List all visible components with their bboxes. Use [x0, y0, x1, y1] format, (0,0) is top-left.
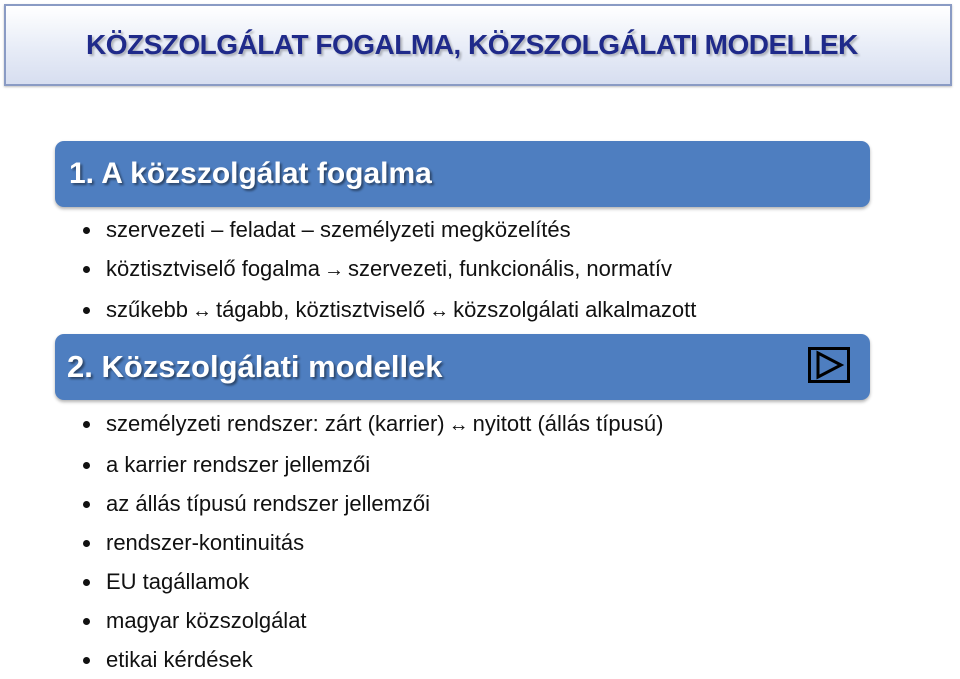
list-item-text: EU tagállamok [106, 569, 250, 594]
list-item [80, 290, 696, 331]
list-item-text: szűkebb [106, 297, 188, 322]
list-item [80, 210, 696, 249]
list-item [80, 640, 663, 679]
title-box [4, 4, 952, 86]
play-icon[interactable] [808, 347, 850, 383]
right-arrow-icon: → [323, 259, 344, 281]
left-right-arrow-icon: ↔ [448, 414, 469, 436]
list-item-text: nyitott (állás típusú) [472, 411, 664, 436]
section-1-list [80, 210, 696, 331]
list-item-text: tágabb, köztisztviselő [215, 297, 426, 322]
list-item [80, 562, 663, 601]
list-item-text: személyzeti rendszer: zárt (karrier) [106, 411, 445, 436]
list-item-text: szervezeti, funkcionális, normatív [347, 256, 673, 281]
list-item [80, 404, 663, 445]
section-2-list [80, 404, 663, 679]
list-item-text: magyar közszolgálat [106, 608, 307, 633]
section-2-heading: 2. Közszolgálati modellek [67, 349, 443, 384]
list-item [80, 523, 663, 562]
section-1-header [55, 141, 870, 207]
left-right-arrow-icon: ↔ [191, 300, 212, 322]
list-item-text: közszolgálati alkalmazott [453, 297, 697, 322]
list-item [80, 484, 663, 523]
list-item-text: szervezeti – feladat – személyzeti megközelítés [106, 217, 571, 242]
slide-title: KÖZSZOLGÁLAT FOGALMA, KÖZSZOLGÁLATI MODELLEK [86, 29, 858, 60]
list-item [80, 249, 696, 290]
list-item-text: az állás típusú rendszer jellemzői [106, 491, 431, 516]
left-right-arrow-icon: ↔ [429, 300, 450, 322]
list-item-text: rendszer-kontinuitás [106, 530, 305, 555]
list-item [80, 445, 663, 484]
list-item-text: etikai kérdések [106, 647, 253, 672]
list-item-text: a karrier rendszer jellemzői [106, 452, 371, 477]
list-item [80, 601, 663, 640]
section-2-header [55, 334, 870, 400]
section-1-heading: 1. A közszolgálat fogalma [69, 157, 432, 190]
list-item-text: köztisztviselő fogalma [106, 256, 320, 281]
